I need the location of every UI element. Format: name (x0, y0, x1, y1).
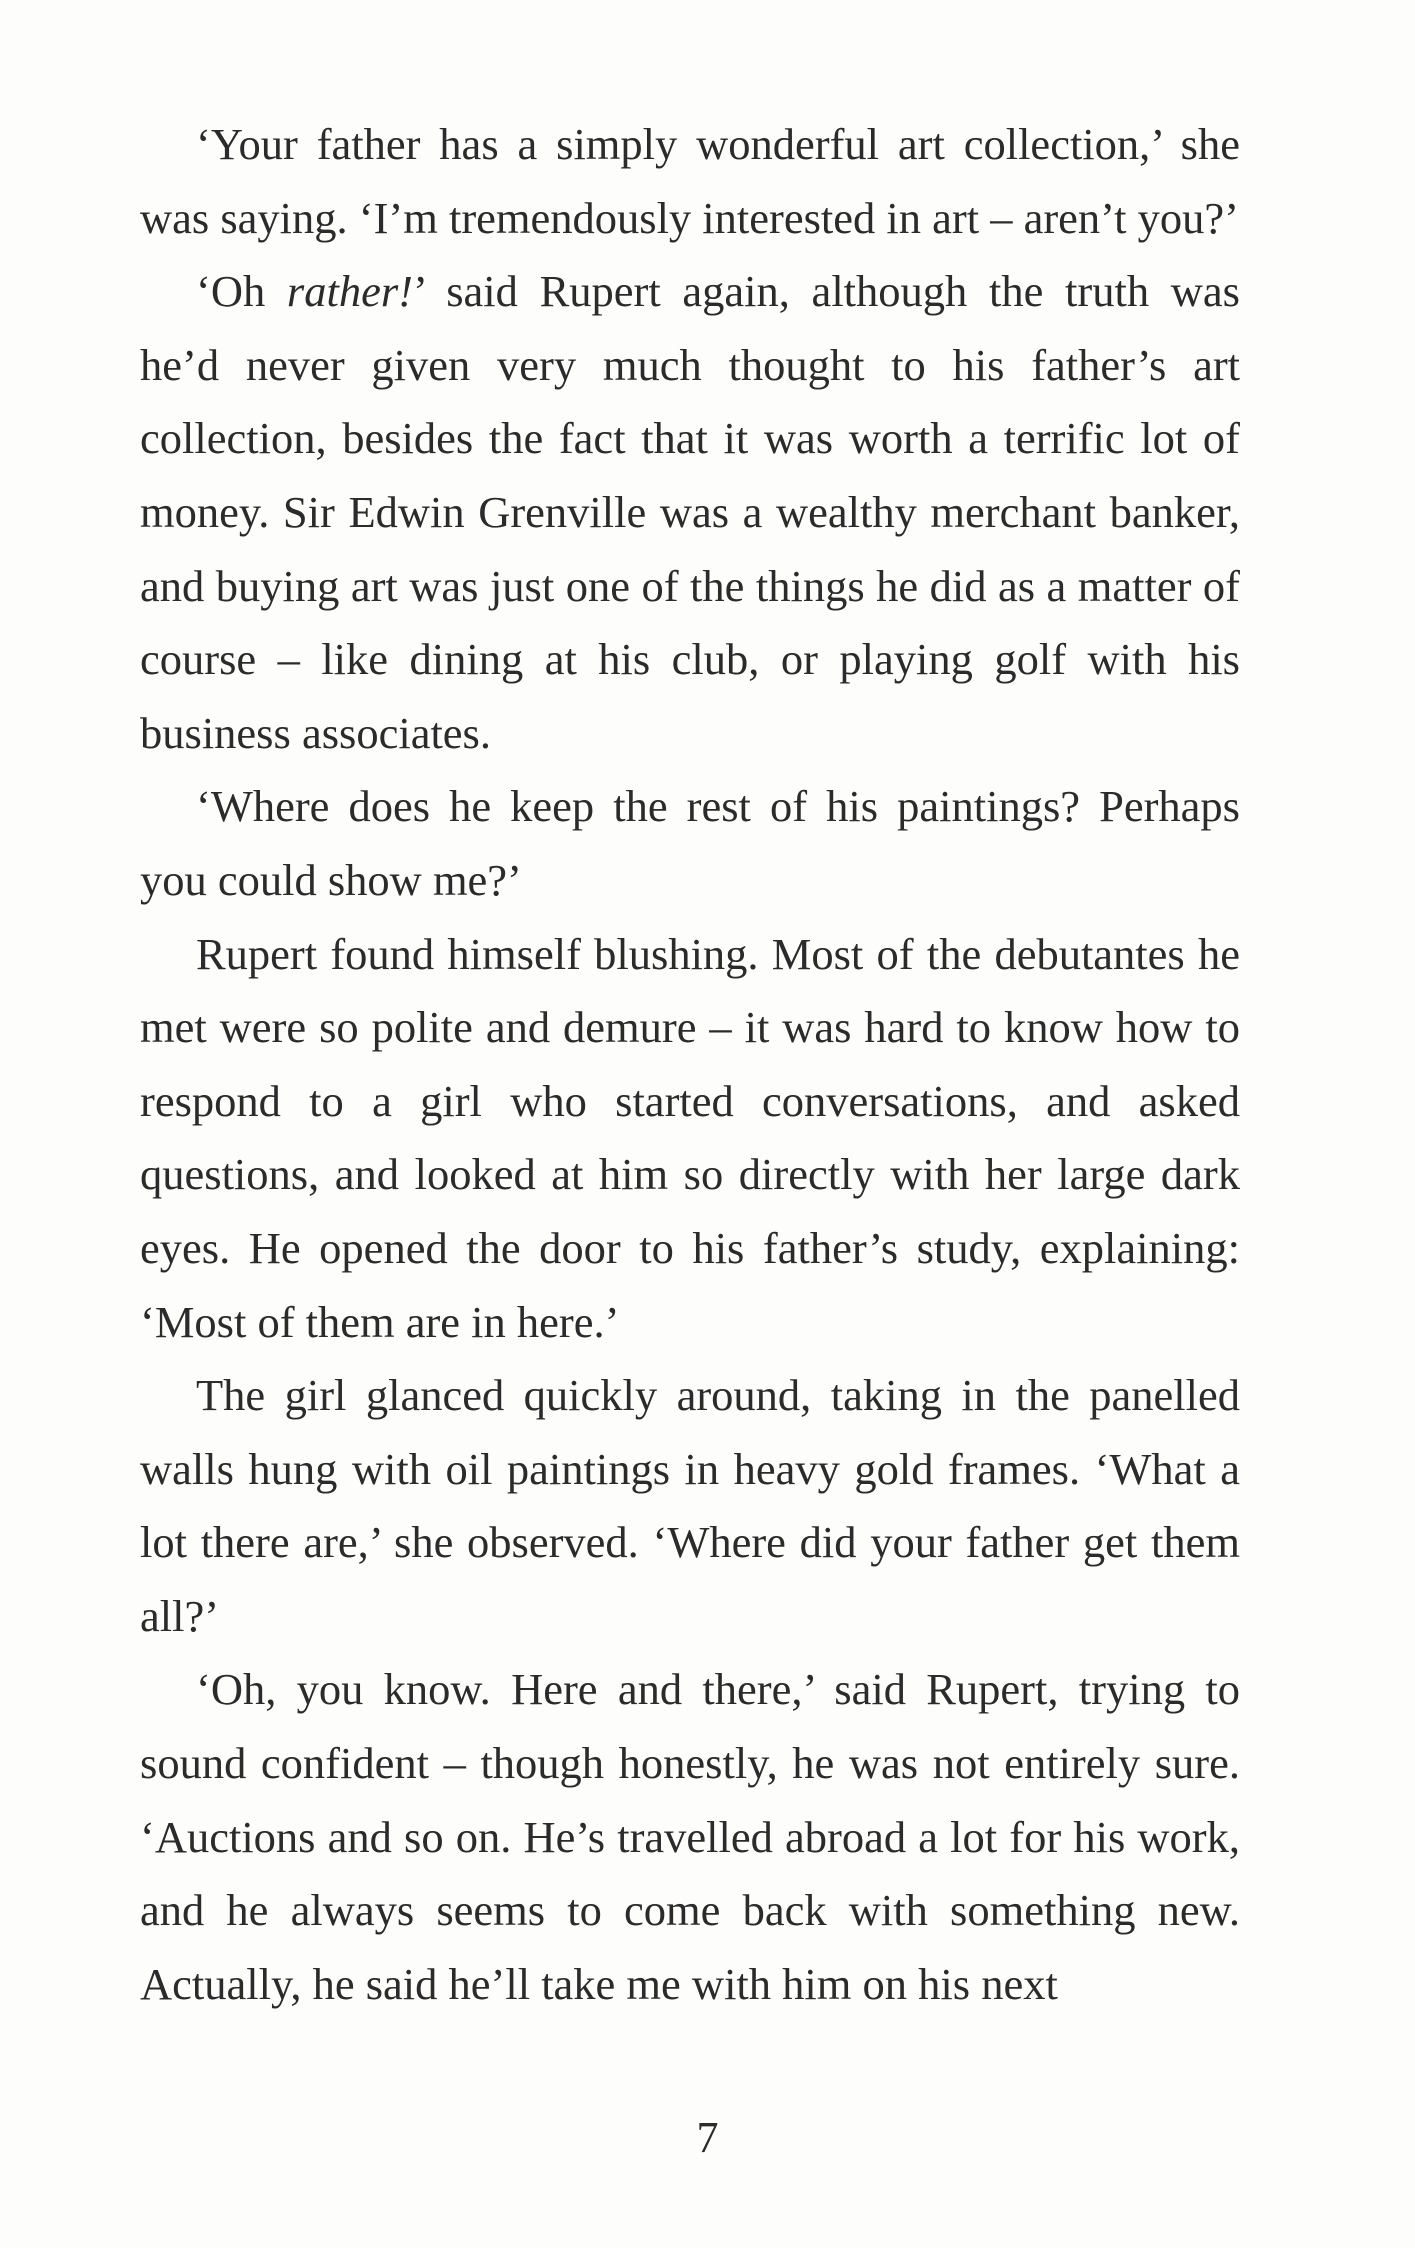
page-number: 7 (696, 2113, 719, 2162)
text-segment: ‘Oh (196, 266, 287, 317)
paragraph (140, 108, 1240, 255)
paragraph (140, 770, 1240, 917)
text-segment: ‘Where does he keep the rest of his paintings? Perhaps you could show me?’ (140, 781, 1240, 905)
text-segment: The girl glanced quickly around, taking in the panelled walls hung with oil paintings in heavy gold frames. ‘What a lot there are,’ she observed. ‘Where did your father get them all?’ (140, 1370, 1240, 1641)
italic-text-segment: rather! (286, 266, 413, 317)
paragraph (140, 1653, 1240, 2021)
text-segment: Rupert found himself blushing. Most of the debutantes he met were so polite and demure – it was hard to know how to respond to a girl who started conversations, and asked questions, and looked at him so directly with her large dark eyes. He opened the door to his father’s study, explaining: ‘Most of them are in here.’ (140, 928, 1240, 1347)
text-segment: ‘Your father has a simply wonderful art collection,’ she was saying. ‘I’m tremendously interested in art – aren’t you?’ (140, 119, 1240, 243)
text-segment: ’ said Rupert again, although the truth was he’d never given very much thought to his father’s art collection, besides the fact that it was worth a terrific lot of money. Sir Edwin Grenville was a wealthy merchant banker, and buying art was just one of the things he did as a matter of course – like dining at his club, or playing golf with his business associates. (140, 266, 1240, 758)
text-segment: ‘Oh, you know. Here and there,’ said Rupert, trying to sound confident – though honestly, he was not entirely sure. ‘Auctions and so on. He’s travelled abroad a lot for his work, and he always seems to come back with something new. Actually, he said he’ll take me with him on his next (140, 1664, 1240, 2009)
paragraph (140, 1359, 1240, 1653)
paragraph (140, 918, 1240, 1360)
body-text (140, 108, 1240, 2021)
paragraph (140, 255, 1240, 770)
